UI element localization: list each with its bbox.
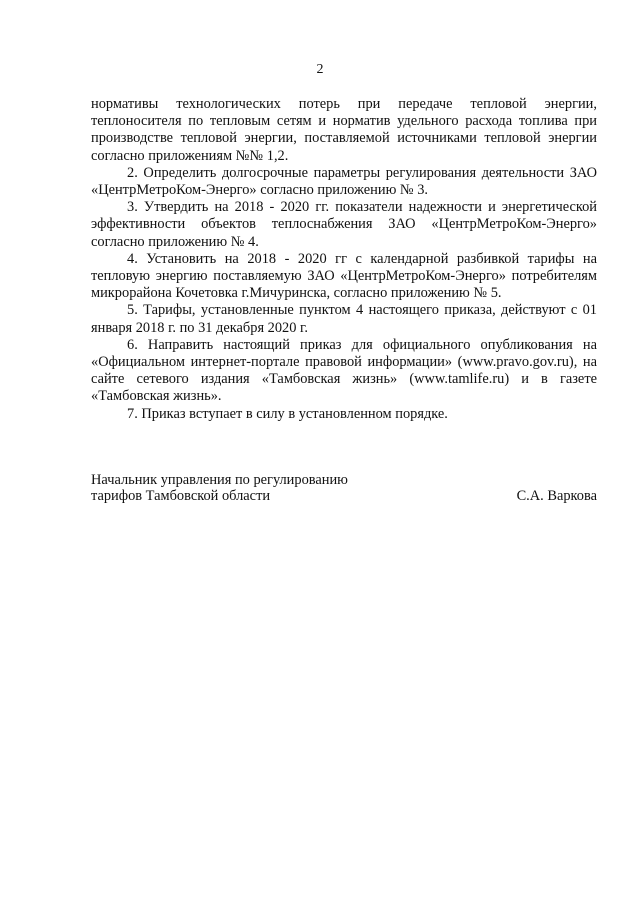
paragraph-item-2: 2. Определить долгосрочные параметры регулирования деятельности ЗАО «ЦентрМетроКом-Энерго» согласно приложению № 3.: [91, 164, 597, 199]
document-body: [91, 96, 597, 423]
signer-position-line-2: тарифов Тамбовской области: [91, 488, 271, 504]
paragraph-item-3: 3. Утвердить на 2018 - 2020 гг. показатели надежности и энергетической эффективности объектов теплоснабжения ЗАО «ЦентрМетроКом-Энерго» согласно приложению № 4.: [91, 199, 597, 250]
signature-block: [91, 472, 597, 504]
paragraph-item-7: 7. Приказ вступает в силу в установленном порядке.: [127, 405, 448, 422]
signature-line: [91, 488, 597, 504]
paragraph-item-6: 6. Направить настоящий приказ для официального опубликования на «Официальном интернет-портале правовой информации» (www.pravo.gov.ru), на сайте сетевого издания «Тамбовская жизнь» (www.tamlife.ru) и в газете «Тамбовская жизнь».: [91, 336, 597, 405]
paragraph-item-4: 4. Установить на 2018 - 2020 гг с календарной разбивкой тарифы на тепловую энергию поставляемую ЗАО «ЦентрМетроКом-Энерго» потребителям микрорайона Кочетовка г.Мичуринска, согласно приложению № 5.: [91, 250, 597, 302]
signer-position-line-1: Начальник управления по регулированию: [91, 472, 348, 488]
paragraph-item-5: 5. Тарифы, установленные пунктом 4 настоящего приказа, действуют с 01 января 2018 г. по 31 декабря 2020 г.: [91, 302, 597, 336]
signer-name: С.А. Варкова: [516, 488, 597, 504]
page-number: 2: [316, 62, 324, 77]
paragraph-continuation: нормативы технологических потерь при передаче тепловой энергии, теплоносителя по тепловым сетям и норматив удельного расхода топлива при производстве тепловой энергии, поставляемой источниками тепловой энергии согласно приложениям №№ 1,2.: [91, 96, 597, 164]
